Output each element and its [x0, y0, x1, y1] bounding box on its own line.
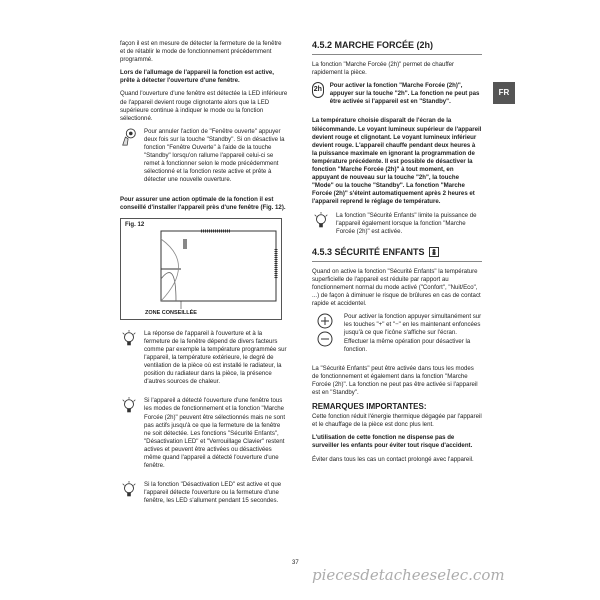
- left-p8: Si la fonction "Désactivation LED" est active et que l'appareil détecte l'ouverture ou la fermeture d'une fenêtre, les LED s'allument pendant 15 secondes.: [144, 481, 282, 505]
- plus-minus-buttons-icon: [312, 313, 338, 347]
- note-2: [120, 397, 288, 475]
- left-p2: Lors de l'allumage de l'appareil la fonction est active, prête à détecter l'ouverture d'une fenêtre.: [120, 69, 274, 85]
- remarques-heading: REMARQUES IMPORTANTES:: [312, 402, 427, 412]
- note-securite: [312, 212, 482, 241]
- right-p3: La température choisie disparaît de l'écran de la télécommande. Le voyant lumineux supérieur de l'appareil devient rouge et clignotant. Le voyant lumineux inférieur devient rouge. L'appareil chauffe pendant deux heures à la puissance maximale en ignorant la programmation de température précédente. Il est possible de désactiver la fonction "Marche Forcée (2h)" à tout moment, en appuyant de nouveau sur la touche "2h", la touche "Mode" ou la touche "Standby". La fonction "Marche Forcée (2h)" s'éteint automatiquement après 2 heures et l'appareil reprend le réglage de température.: [312, 117, 482, 206]
- right-p10: Éviter dans tous les cas un contact prolongé avec l'appareil.: [312, 455, 474, 463]
- section-securite-label: 4.5.3 SÉCURITÉ ENFANTS: [312, 246, 425, 257]
- right-p1: La fonction "Marche Forcée (2h)" permet de chauffer rapidement la pièce.: [312, 61, 455, 77]
- section-securite-title: [312, 247, 482, 262]
- left-p6: La réponse de l'appareil à l'ouverture et à la fermeture de la fenêtre dépend de divers facteurs comme par exemple la température programmée sur l'appareil, la température extérieure, le degré de ventilation de la pièce où est installé le radiateur, la position du radiateur dans la pièce, la présence d'autres sources de chaleur.: [144, 329, 287, 386]
- left-p1: façon il est en mesure de détecter la fermeture de la fenêtre et de rétablir le mode de fonctionnement précédemment programmé.: [120, 40, 282, 64]
- left-p3: Quand l'ouverture d'une fenêtre est détectée la LED inférieure de l'appareil devient rouge clignotante alors que la LED supérieure continue à indiquer le mode ou la fonction sélectionné.: [120, 90, 288, 122]
- right-p5: Quand on active la fonction "Sécurité Enfants" la température superficielle de l'appareil est réduite par rapport au fonctionnement normal du mode activé ("Confort", "Nuit/Eco", ...) de façon à diminuer le risque de brûlures en cas de contact rapide et accidentel.: [312, 267, 481, 308]
- lightbulb-icon: [120, 481, 138, 499]
- page-number: 37: [292, 560, 299, 566]
- language-tab: FR: [493, 82, 515, 104]
- section-marche-forcee-title: 4.5.2 MARCHE FORCÉE (2h): [312, 40, 482, 55]
- note-3: [120, 481, 288, 510]
- room-diagram: [121, 219, 281, 319]
- right-p9: L'utilisation de cette fonction ne dispense pas de surveiller les enfants pour éviter tout risque d'accident.: [312, 434, 473, 450]
- 2h-instruction: [312, 82, 482, 111]
- note-1: [120, 330, 288, 392]
- plus-minus-instruction: [312, 313, 482, 358]
- watermark: piecesdetacheeselec.com: [312, 566, 505, 584]
- right-p7: La "Sécurité Enfants" peut être activée dans tous les modes de fonctionnement et également dans la fonction "Marche Forcée (2h)". La fonction ne peut pas être activée si l'appareil est en "Standby".: [312, 364, 478, 396]
- right-p8: Cette fonction réduit l'énergie thermique dégagée par l'appareil et le chauffage de la pièce est donc plus lent.: [312, 413, 482, 429]
- lightbulb-icon: [312, 212, 330, 230]
- standby-instruction: [120, 128, 288, 190]
- left-p5: Pour assurer une action optimale de la fonction il est conseillé d'installer l'appareil près d'une fenêtre (Fig. 12).: [120, 195, 286, 211]
- left-p7: Si l'appareil a détecté l'ouverture d'une fenêtre tous les modes de fonctionnement et la fonction "Marche Forcée (2h)" peuvent être sélectionnés mais ne sont pas actifs jusqu'à ce que la fermeture de la fenêtre ne soit détectée. Les fonctions "Sécurité Enfants", "Désactivation LED" et "Verrouillage Clavier" restent actives et peuvent être activées ou désactivées même quand l'appareil a détecté l'ouverture d'une fenêtre.: [144, 397, 286, 470]
- left-p4: Pour annuler l'action de "Fenêtre ouverte" appuyer deux fois sur la touche "Standby". Si on désactive la fonction "Fenêtre Ouverte" à l'aide de la touche "Standby" lorsqu'on rallume l'appareil celui-ci se remet à fonctionner selon le mode précédemment sélectionné et la fonction reste active et prête à détecter une nouvelle ouverture.: [144, 127, 285, 184]
- right-p4: La fonction "Sécurité Enfants" limite la puissance de l'appareil également lorsque la fonction "Marche Forcée (2h)" est activée.: [336, 211, 477, 235]
- fig-12: [120, 218, 282, 320]
- 2h-button-icon: 2h: [312, 82, 324, 98]
- right-column: [312, 40, 482, 469]
- lightbulb-icon: [120, 330, 138, 348]
- zone-label: ZONE CONSEILLÉE: [145, 309, 197, 316]
- left-column: [120, 40, 288, 516]
- lightbulb-icon: [120, 397, 138, 415]
- right-p2: Pour activer la fonction "Marche Forcée (2h)", appuyer sur la touche "2h". La fonction ne peut pas être activée si l'appareil est en "Standby".: [329, 82, 480, 106]
- hand-press-icon: [120, 128, 138, 146]
- child-lock-icon: [429, 247, 439, 257]
- right-p6: Pour activer la fonction appuyer simultanément sur les touches "+" et "−" en les maintenant enfoncées jusqu'à ce que l'icône s'affiche sur l'écran. Effectuer la même opération pour désactiver la fonction.: [344, 313, 482, 353]
- fig-label: Fig. 12: [125, 220, 145, 228]
